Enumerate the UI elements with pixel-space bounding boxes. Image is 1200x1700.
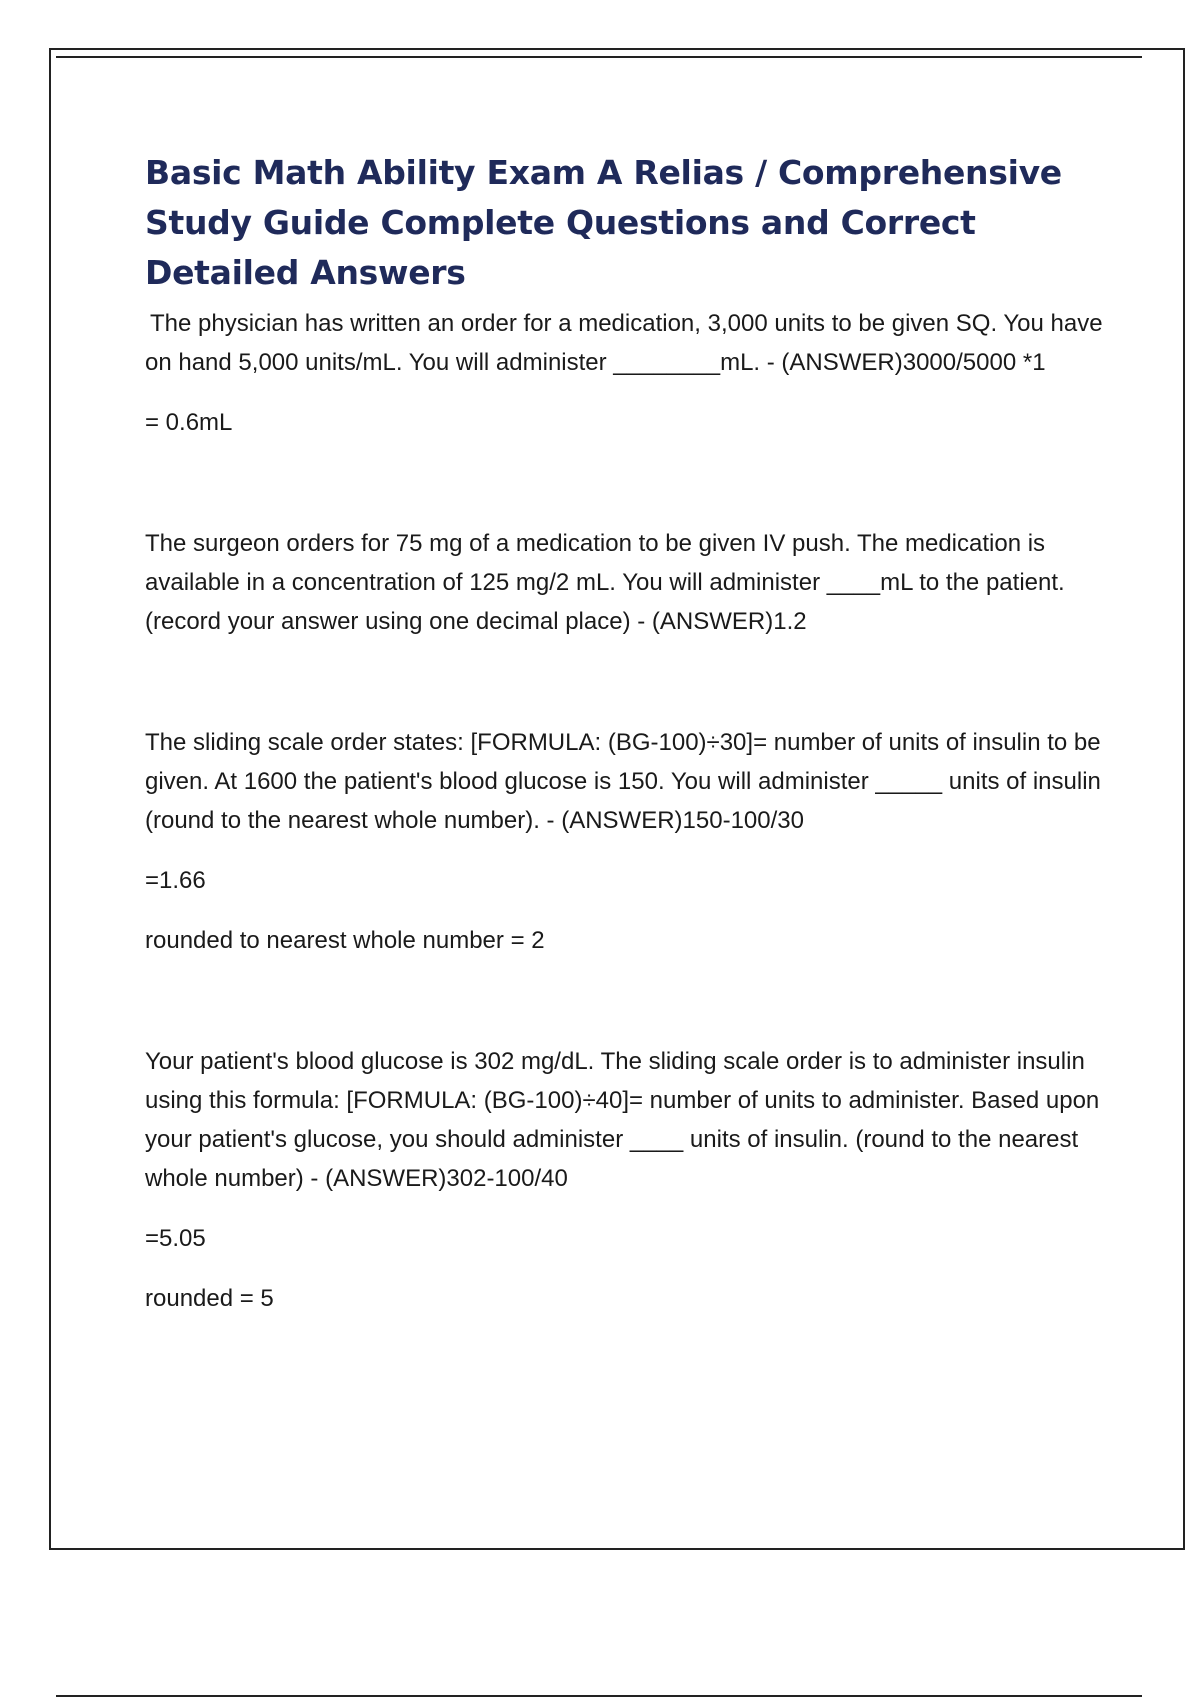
- question-text: The surgeon orders for 75 mg of a medication to be given IV push. The medication is available in a concentration of 125 mg/2 mL. You will administer ____mL to the patient. (record your answer using one decimal place) - (ANSWER)1.2: [145, 530, 1065, 635]
- answer-rounded: rounded = 5: [145, 1285, 274, 1312]
- answer-rounded: rounded to nearest whole number = 2: [145, 927, 545, 954]
- question-text: Your patient's blood glucose is 302 mg/dL. The sliding scale order is to administer insulin using this formula: [FORMULA: (BG-100)÷40]= number of units to administer. Based upon your patient's glucose, you should administer ____ units of insulin. (round to the nearest whole number) - (ANSWER)302-100/40: [145, 1048, 1100, 1192]
- question-text: The sliding scale order states: [FORMULA: (BG-100)÷30]= number of units of insulin to be given. At 1600 the patient's blood glucose is 150. You will administer _____ units of insulin (round to the nearest whole number). - (ANSWER)150-100/30: [145, 729, 1101, 834]
- question-block-1: [145, 304, 1105, 442]
- question-block-3: [145, 723, 1105, 960]
- answer-result: =5.05: [145, 1225, 206, 1252]
- document-title: Basic Math Ability Exam A Relias / Comprehensive Study Guide Complete Questions and Correct Detailed Answers: [145, 153, 1062, 292]
- bottom-rule: [56, 1695, 1142, 1697]
- answer-result: = 0.6mL: [145, 409, 233, 436]
- top-rule: [56, 56, 1142, 58]
- question-block-2: [145, 524, 1105, 641]
- answer-result: =1.66: [145, 867, 206, 894]
- question-block-4: [145, 1042, 1105, 1318]
- document-body: [145, 148, 1105, 1318]
- question-text: The physician has written an order for a medication, 3,000 units to be given SQ. You have on hand 5,000 units/mL. You will administer ________mL. - (ANSWER)3000/5000 *1: [145, 310, 1103, 376]
